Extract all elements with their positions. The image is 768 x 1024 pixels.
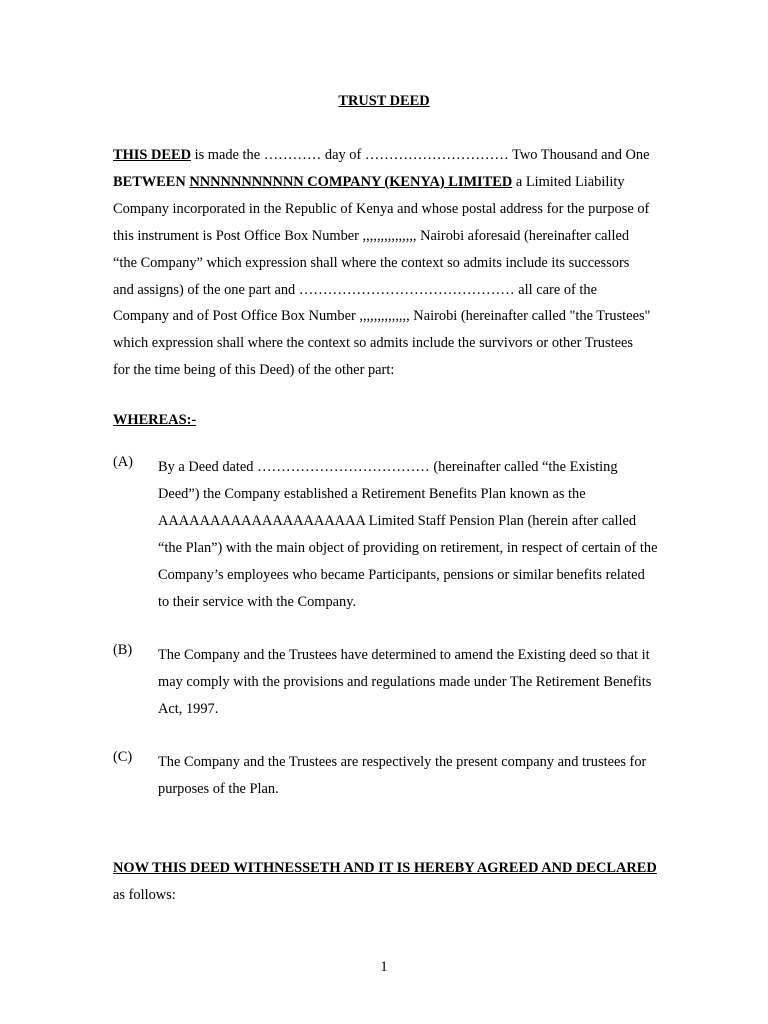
preamble-paragraph [113, 142, 653, 384]
now-tail: as follows: [113, 886, 176, 903]
operative-clause [113, 855, 658, 909]
page-number: 1 [380, 959, 388, 975]
whereas-heading: WHEREAS:- [113, 412, 197, 428]
this-deed-label: THIS DEED [113, 147, 191, 163]
between-label: BETWEEN [113, 173, 190, 190]
now-heading: NOW THIS DEED WITHNESSETH AND IT IS HEREBY AGREED AND DECLARED [113, 860, 657, 876]
document-title: TRUST DEED [338, 93, 430, 109]
preamble-text-1: is made the ………… day of ………………………… Two Thousand and One [190, 147, 650, 163]
company-name: NNNNNNNNNNN COMPANY (KENYA) LIMITED [189, 173, 513, 190]
clause-text: The Company and the Trustees have determined to amend the Existing deed so that it may comply with the provisions and regulations made under The Retirement Benefits Act, 1997. [158, 647, 652, 717]
clause-label: (A) [113, 454, 133, 470]
clause-text: By a Deed dated ……………………………… (hereinafter called “the Existing Deed”) the Company established a Retirement Benefits Plan known as the AAAAAAAAAAAAAAAAAAAA Limited Staff Pension Plan (herein after called “the Plan”) with the main object of providing on retirement, in respect of certain of the Company’s employees who became Participants, pensions or similar benefits related to their service with the Company. [158, 459, 658, 610]
clause-label: (B) [113, 642, 133, 658]
clause-label: (C) [113, 749, 133, 765]
clause-text: The Company and the Trustees are respectively the present company and trustees for purposes of the Plan. [158, 754, 647, 797]
preamble-text-2: a Limited Liability Company incorporated in the Republic of Kenya and whose postal address for the purpose of this instrument is Post Office Box Number ,,,,,,,,,,,,,,, Nairobi aforesaid (hereinafter called “the Company” which expression shall where the context so admits include its successors and assigns) of the one part and ……………………………………… all care of the Company and of Post Office Box Number ,,,,,,,,,,,,,, Nairobi (hereinafter called "the Trustees" which expression shall where the context so admits include the survivors or other Trustees for the time being of this Deed) of the other part: [113, 173, 651, 379]
